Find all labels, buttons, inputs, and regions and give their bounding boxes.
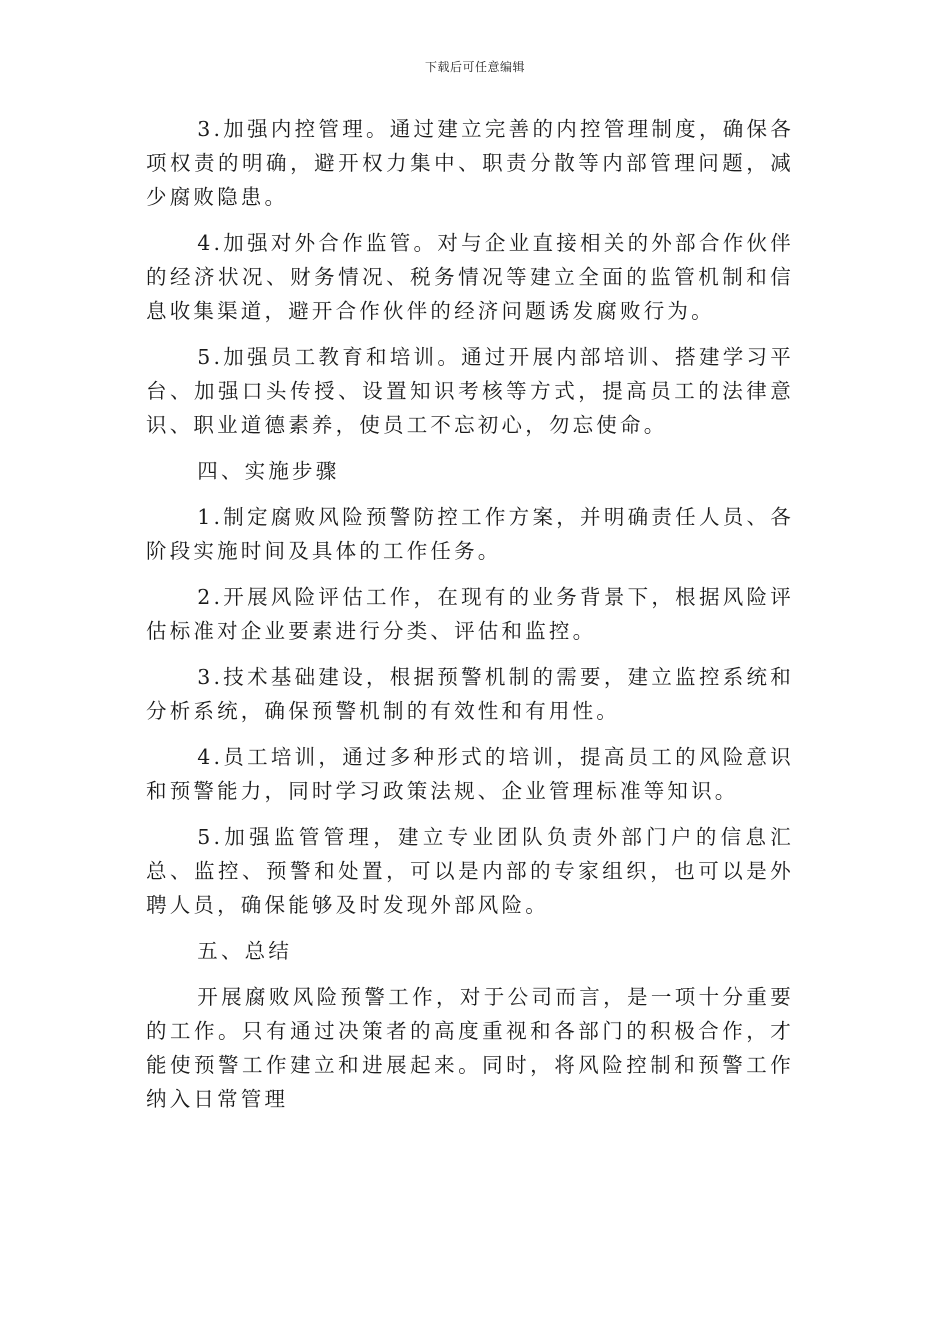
paragraph-step-4: 4.员工培训，通过多种形式的培训，提高员工的风险意识和预警能力，同时学习政策法规、企业管理标准等知识。 xyxy=(146,745,794,803)
header-note: 下载后可任意编辑 xyxy=(424,60,525,74)
paragraph-step-5: 5.加强监管管理，建立专业团队负责外部门户的信息汇总、监控、预警和处置，可以是内部的专家组织，也可以是外聘人员，确保能够及时发现外部风险。 xyxy=(146,825,794,917)
paragraph-step-2: 2.开展风险评估工作，在现有的业务背景下，根据风险评估标准对企业要素进行分类、评估和监控。 xyxy=(146,585,794,643)
paragraph-external-cooperation: 4.加强对外合作监管。对与企业直接相关的外部合作伙伴的经济状况、财务情况、税务情况等建立全面的监管机制和信息收集渠道，避开合作伙伴的经济问题诱发腐败行为。 xyxy=(146,231,794,323)
paragraph-internal-control: 3.加强内控管理。通过建立完善的内控管理制度，确保各项权责的明确，避开权力集中、职责分散等内部管理问题，减少腐败隐患。 xyxy=(146,117,794,209)
paragraph-staff-training: 5.加强员工教育和培训。通过开展内部培训、搭建学习平台、加强口头传授、设置知识考核等方式，提高员工的法律意识、职业道德素养，使员工不忘初心，勿忘使命。 xyxy=(146,345,794,437)
document-body xyxy=(146,112,794,1128)
paragraph-summary: 开展腐败风险预警工作，对于公司而言，是一项十分重要的工作。只有通过决策者的高度重视和各部门的积极合作，才能使预警工作建立和进展起来。同时，将风险控制和预警工作纳入日常管理 xyxy=(146,985,794,1111)
section-heading-summary: 五、总结 xyxy=(197,939,293,963)
section-heading-implementation: 四、实施步骤 xyxy=(197,459,340,483)
paragraph-step-1: 1.制定腐败风险预警防控工作方案，并明确责任人员、各阶段实施时间及具体的工作任务。 xyxy=(146,505,794,563)
paragraph-step-3: 3.技术基础建设，根据预警机制的需要，建立监控系统和分析系统，确保预警机制的有效性和有用性。 xyxy=(146,665,794,723)
